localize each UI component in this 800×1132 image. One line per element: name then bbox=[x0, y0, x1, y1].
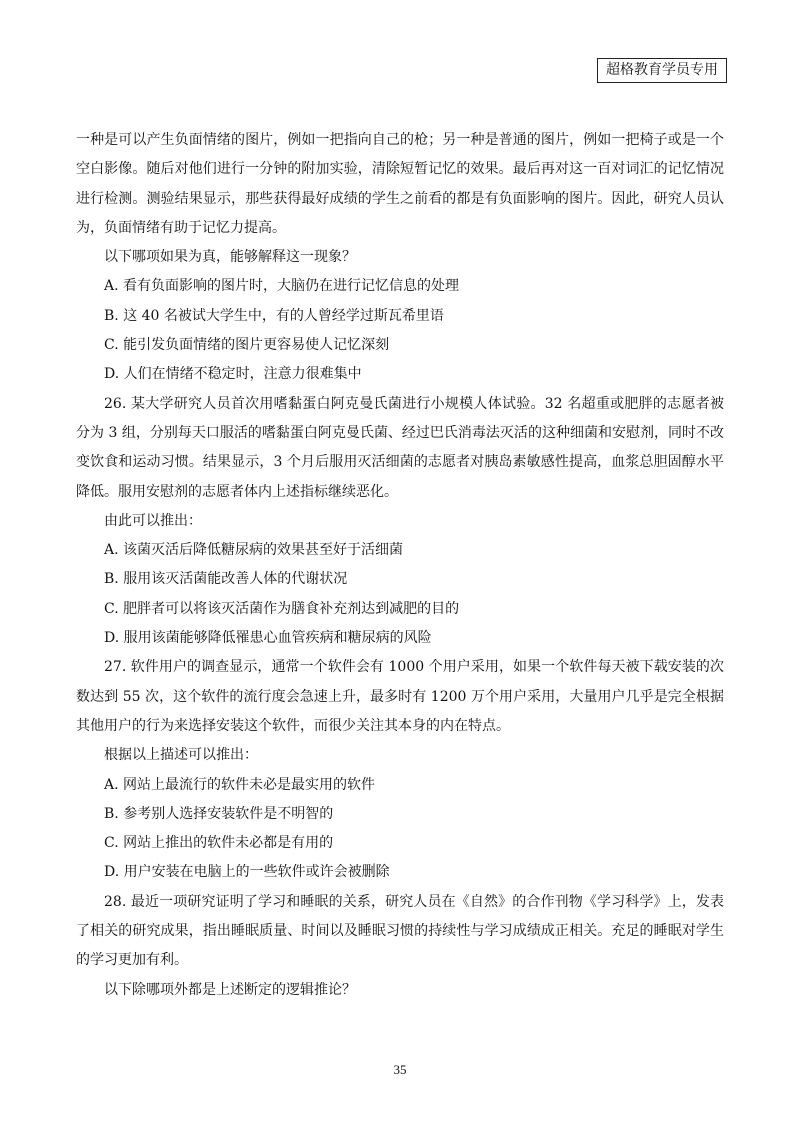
q27-option-b: B. 参考别人选择安装软件是不明智的 bbox=[104, 805, 334, 822]
q26-stem: 26. 某大学研究人员首次用嗜黏蛋白阿克曼氏菌进行小规模人体试验。32 名超重或肥胖的志愿者被分为 3 组，分别每天口服活的嗜黏蛋白阿克曼氏菌、经过巴氏消毒法灭活的这种细菌和安慰剂，同时不改变饮食和运动习惯。结果显示，3 个月后服用灭活细菌的志愿者对胰岛素敏感性提高，血浆总胆固醇水平降低。服用安慰剂的志愿者体内上述指标继续恶化。 bbox=[76, 395, 724, 500]
q27-question: 根据以上描述可以推出： bbox=[104, 747, 258, 764]
q25-question: 以下哪项如果为真，能够解释这一现象？ bbox=[104, 249, 356, 266]
q26-option-c: C. 肥胖者可以将该灭活菌作为膳食补充剂达到减肥的目的 bbox=[104, 600, 460, 617]
q26-option-d: D. 服用该菌能够降低罹患心血管疾病和糖尿病的风险 bbox=[104, 630, 432, 647]
q27-option-d: D. 用户安装在电脑上的一些软件或许会被删除 bbox=[104, 864, 390, 881]
passage-continuation: 一种是可以产生负面情绪的图片，例如一把指向自己的枪；另一种是普通的图片，例如一把椅子或是一个空白影像。随后对他们进行一分钟的附加实验，清除短暂记忆的效果。最后再对这一百对词汇的记忆情况进行检测。测验结果显示，那些获得最好成绩的学生之前看的都是有负面影响的图片。因此，研究人员认为，负面情绪有助于记忆力提高。 bbox=[76, 132, 724, 236]
q28-stem: 28. 最近一项研究证明了学习和睡眠的关系，研究人员在《自然》的合作刊物《学习科学》上，发表了相关的研究成果，指出睡眠质量、时间以及睡眠习惯的持续性与学习成绩成正相关。充足的睡眠对学生的学习更加有利。 bbox=[76, 893, 724, 969]
q27-option-c: C. 网站上推出的软件未必都是有用的 bbox=[104, 835, 334, 852]
page-number: 35 bbox=[393, 1062, 407, 1077]
q27-stem: 27. 软件用户的调查显示，通常一个软件会有 1000 个用户采用，如果一个软件每天被下载安装的次数达到 55 次，这个软件的流行度会急速上升，最多时有 1200 万个用户采用，大量用户几乎是完全根据其他用户的行为来选择安装这个软件，而很少关注其本身的内在特点。 bbox=[76, 659, 724, 734]
q28-question: 以下除哪项外都是上述断定的逻辑推论？ bbox=[104, 981, 356, 998]
q25-option-c: C. 能引发负面情绪的图片更容易使人记忆深刻 bbox=[104, 337, 390, 354]
q26-option-b: B. 服用该灭活菌能改善人体的代谢状况 bbox=[104, 571, 348, 588]
q25-option-b: B. 这 40 名被试大学生中，有的人曾经学过斯瓦希里语 bbox=[104, 307, 444, 324]
q26-option-a: A. 该菌灭活后降低糖尿病的效果甚至好于活细菌 bbox=[104, 542, 404, 559]
q25-option-a: A. 看有负面影响的图片时，大脑仍在进行记忆信息的处理 bbox=[104, 278, 460, 295]
q25-option-d: D. 人们在情绪不稳定时，注意力很难集中 bbox=[104, 366, 362, 383]
q26-question: 由此可以推出： bbox=[104, 512, 202, 529]
q27-option-a: A. 网站上最流行的软件未必是最实用的软件 bbox=[104, 776, 376, 793]
watermark-stamp: 超格教育学员专用 bbox=[597, 58, 727, 83]
page-body bbox=[76, 126, 724, 1005]
